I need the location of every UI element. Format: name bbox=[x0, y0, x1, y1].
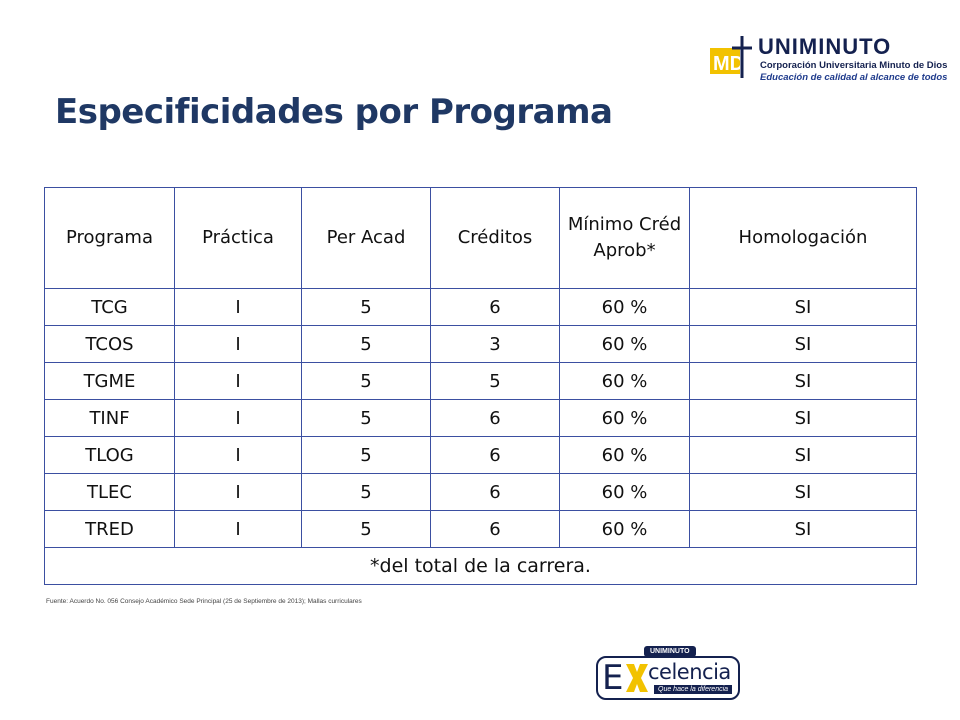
table-cell: TGME bbox=[45, 363, 175, 400]
table-footnote-row bbox=[45, 548, 917, 585]
table-cell: 60 % bbox=[560, 437, 690, 474]
table-cell: TRED bbox=[45, 511, 175, 548]
table-cell: 6 bbox=[431, 289, 560, 326]
table-footnote: *del total de la carrera. bbox=[45, 548, 917, 585]
table-cell: I bbox=[175, 511, 302, 548]
table-cell: 5 bbox=[431, 363, 560, 400]
table-row bbox=[45, 474, 917, 511]
page-title: Especificidades por Programa bbox=[55, 92, 613, 132]
table-cell: 5 bbox=[302, 474, 431, 511]
table-cell: SI bbox=[690, 474, 917, 511]
column-header: Per Acad bbox=[302, 188, 431, 289]
table-cell: 6 bbox=[431, 511, 560, 548]
table-header-row bbox=[45, 188, 917, 289]
excelencia-logo bbox=[596, 646, 742, 706]
table-cell: I bbox=[175, 400, 302, 437]
table-cell: TCOS bbox=[45, 326, 175, 363]
table-cell: 5 bbox=[302, 437, 431, 474]
table-cell: TLOG bbox=[45, 437, 175, 474]
logo-tagline: Educación de calidad al alcance de todos bbox=[760, 72, 948, 83]
table-cell: SI bbox=[690, 400, 917, 437]
table-cell: 3 bbox=[431, 326, 560, 363]
table-body bbox=[45, 289, 917, 585]
table-cell: I bbox=[175, 363, 302, 400]
program-table bbox=[44, 187, 917, 585]
svg-text:MD: MD bbox=[713, 53, 745, 75]
logo-tagline-strip: Que hace la diferencia bbox=[654, 685, 732, 694]
table-cell: SI bbox=[690, 511, 917, 548]
table-cell: 5 bbox=[302, 400, 431, 437]
table-cell: SI bbox=[690, 326, 917, 363]
table-cell: 5 bbox=[302, 511, 431, 548]
table-cell: TCG bbox=[45, 289, 175, 326]
table-row bbox=[45, 511, 917, 548]
table-cell: SI bbox=[690, 363, 917, 400]
table-cell: 6 bbox=[431, 474, 560, 511]
table-cell: 60 % bbox=[560, 326, 690, 363]
table-row bbox=[45, 437, 917, 474]
table-row bbox=[45, 326, 917, 363]
x-star-icon bbox=[624, 662, 650, 694]
logo-badge: UNIMINUTO bbox=[644, 646, 696, 657]
table-cell: 6 bbox=[431, 437, 560, 474]
table-cell: TLEC bbox=[45, 474, 175, 511]
source-note: Fuente: Acuerdo No. 056 Consejo Académico Sede Principal (25 de Septiembre de 2013); Mallas curriculares bbox=[46, 598, 362, 605]
table-cell: SI bbox=[690, 289, 917, 326]
table-cell: I bbox=[175, 474, 302, 511]
table-row bbox=[45, 400, 917, 437]
logo-brand-name: UNIMINUTO bbox=[758, 34, 892, 59]
uniminuto-logo bbox=[708, 28, 948, 88]
table-cell: 5 bbox=[302, 363, 431, 400]
table-row bbox=[45, 363, 917, 400]
table-cell: I bbox=[175, 326, 302, 363]
md-cross-logo-icon bbox=[708, 34, 754, 80]
table-cell: 60 % bbox=[560, 363, 690, 400]
table-cell: 5 bbox=[302, 289, 431, 326]
table-cell: SI bbox=[690, 437, 917, 474]
column-header: Práctica bbox=[175, 188, 302, 289]
table-cell: 60 % bbox=[560, 511, 690, 548]
column-header: Programa bbox=[45, 188, 175, 289]
table-row bbox=[45, 289, 917, 326]
table-cell: I bbox=[175, 437, 302, 474]
logo-letter: E bbox=[602, 658, 624, 698]
table-cell: 60 % bbox=[560, 474, 690, 511]
table-cell: I bbox=[175, 289, 302, 326]
column-header: Homologación bbox=[690, 188, 917, 289]
table-cell: 6 bbox=[431, 400, 560, 437]
table-cell: 5 bbox=[302, 326, 431, 363]
table-cell: 60 % bbox=[560, 400, 690, 437]
column-header: Créditos bbox=[431, 188, 560, 289]
table-cell: TINF bbox=[45, 400, 175, 437]
logo-word: celencia bbox=[648, 660, 731, 684]
logo-subtitle: Corporación Universitaria Minuto de Dios bbox=[760, 60, 948, 71]
column-header: Mínimo Créd Aprob* bbox=[560, 188, 690, 289]
table-cell: 60 % bbox=[560, 289, 690, 326]
